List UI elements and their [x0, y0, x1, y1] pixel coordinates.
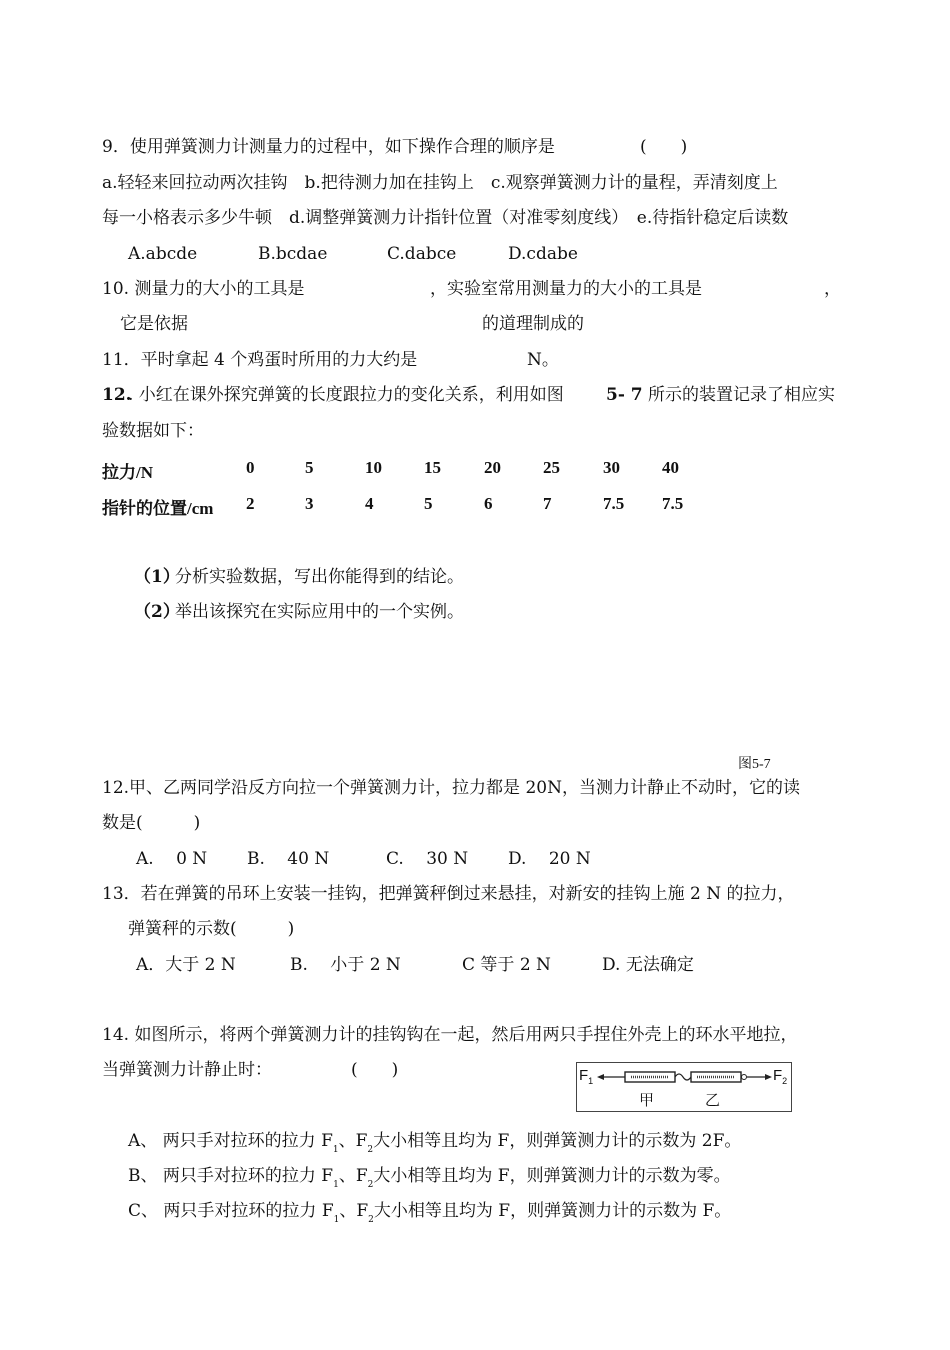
q9-items-text-2: 每一小格表示多少牛顿 d.调整弹簧测力计指针位置（对准零刻度线） e.待指针稳定后读数 — [102, 208, 789, 228]
q12a-stem-a: . 小红在课外探究弹簧的长度跟拉力的变化关系，利用如图 — [128, 385, 564, 405]
q11-text-2: N。 — [527, 350, 559, 370]
table-cell: 30 — [603, 458, 620, 477]
table-cell: 40 — [662, 458, 679, 477]
scale-label-yi: 乙 — [705, 1091, 721, 1109]
q9-answer-paren: ( ) — [640, 137, 688, 157]
q14-answer-paren: ( ) — [351, 1060, 399, 1080]
q9-option-d: D.cdabe — [508, 244, 578, 264]
q10-text-4: 它是依据 — [120, 314, 188, 334]
q13-option-c: C 等于 2 N — [462, 955, 551, 975]
hook-connection — [675, 1074, 691, 1080]
q12a-stem-b: 所示的装置记录了相应实 — [648, 385, 835, 405]
table-cell: 7 — [543, 494, 552, 513]
left-arrow-icon — [597, 1074, 604, 1080]
q13-option-a: A．大于 2 N — [136, 955, 236, 975]
q11-text-1: 11．平时拿起 4 个鸡蛋时所用的力大约是 — [102, 350, 418, 370]
q10-text-2: ，实验室常用测量力的大小的工具是 — [430, 279, 702, 299]
q14-text-2: 当弹簧测力计静止时： — [102, 1060, 272, 1080]
table-cell: 25 — [543, 458, 560, 477]
q12a-sub2-text: 举出该探究在实际应用中的一个实例。 — [175, 602, 464, 622]
scale-label-jia: 甲 — [639, 1091, 655, 1109]
q9-items-text-1: a.轻轻来回拉动两次挂钩 b.把待测力加在挂钩上 c.观察弹簧测力计的量程，弄清刻度上 — [102, 173, 778, 193]
q12b-option-c: C. 30 N — [386, 849, 469, 869]
q13-option-d: D. 无法确定 — [602, 955, 694, 975]
table-cell: 5 — [305, 458, 314, 477]
q12a-sub1-text: 分析实验数据，写出你能得到的结论。 — [175, 567, 464, 587]
q14-text-1: 14. 如图所示，将两个弹簧测力计的挂钩钩在一起，然后用两只手捏住外壳上的环水平地拉， — [102, 1025, 798, 1045]
q13-text-1: 13．若在弹簧的吊环上安装一挂钩，把弹簧秤倒过来悬挂，对新安的挂钩上施 2 N 的拉力， — [102, 884, 795, 904]
q12b-text-1: 12.甲、乙两同学沿反方向拉一个弹簧测力计，拉力都是 20N，当测力计静止不动时，它的读 — [102, 778, 800, 798]
right-arrow-icon — [765, 1074, 772, 1080]
spring-scale-drawing — [577, 1063, 791, 1111]
table-cell: 3 — [305, 494, 314, 513]
q12b-option-d: D. 20 N — [508, 849, 591, 869]
table-row2-label: 指针的位置/cm — [102, 499, 214, 518]
table-cell: 7.5 — [603, 494, 625, 513]
table-row1-label: 拉力/N — [102, 463, 153, 482]
q12a-number: 12. — [102, 385, 132, 405]
q10-text-1: 10. 测量力的大小的工具是 — [102, 279, 305, 299]
table-cell: 0 — [246, 458, 255, 477]
table-cell: 2 — [246, 494, 255, 513]
q9-stem: 9．使用弹簧测力计测量力的过程中，如下操作合理的顺序是 — [102, 137, 555, 157]
q13-option-b: B. 小于 2 N — [290, 955, 401, 975]
table-cell: 15 — [424, 458, 441, 477]
table-cell: 4 — [365, 494, 374, 513]
q12a-stem-c: 验数据如下： — [102, 421, 204, 441]
q12a-figure-ref: 5- 7 — [606, 385, 643, 405]
table-cell: 7.5 — [662, 494, 684, 513]
f2-label: $F_2$ — [773, 1067, 788, 1086]
table-cell: 10 — [365, 458, 382, 477]
q9-option-c: C.dabce — [387, 244, 457, 264]
q9-option-a: A.abcde — [128, 244, 198, 264]
figure-caption: 图5-7 — [738, 757, 771, 772]
q12b-option-b: B. 40 N — [247, 849, 330, 869]
q10-text-3: ， — [824, 279, 841, 299]
table-cell: 5 — [424, 494, 433, 513]
q12b-text-2: 数是( ) — [102, 813, 201, 833]
q13-text-2: 弹簧秤的示数( ) — [128, 919, 295, 939]
table-cell: 6 — [484, 494, 493, 513]
q9-option-b: B.bcdae — [258, 244, 328, 264]
f1-label: $F_1$ — [579, 1067, 594, 1086]
q12b-option-a: A. 0 N — [136, 849, 208, 869]
q10-text-5: 的道理制成的 — [482, 314, 584, 334]
table-cell: 20 — [484, 458, 501, 477]
q12a-sub2-number: （2） — [134, 602, 180, 622]
spring-scale-diagram — [576, 1062, 792, 1112]
q12a-sub1-number: （1） — [134, 567, 180, 587]
